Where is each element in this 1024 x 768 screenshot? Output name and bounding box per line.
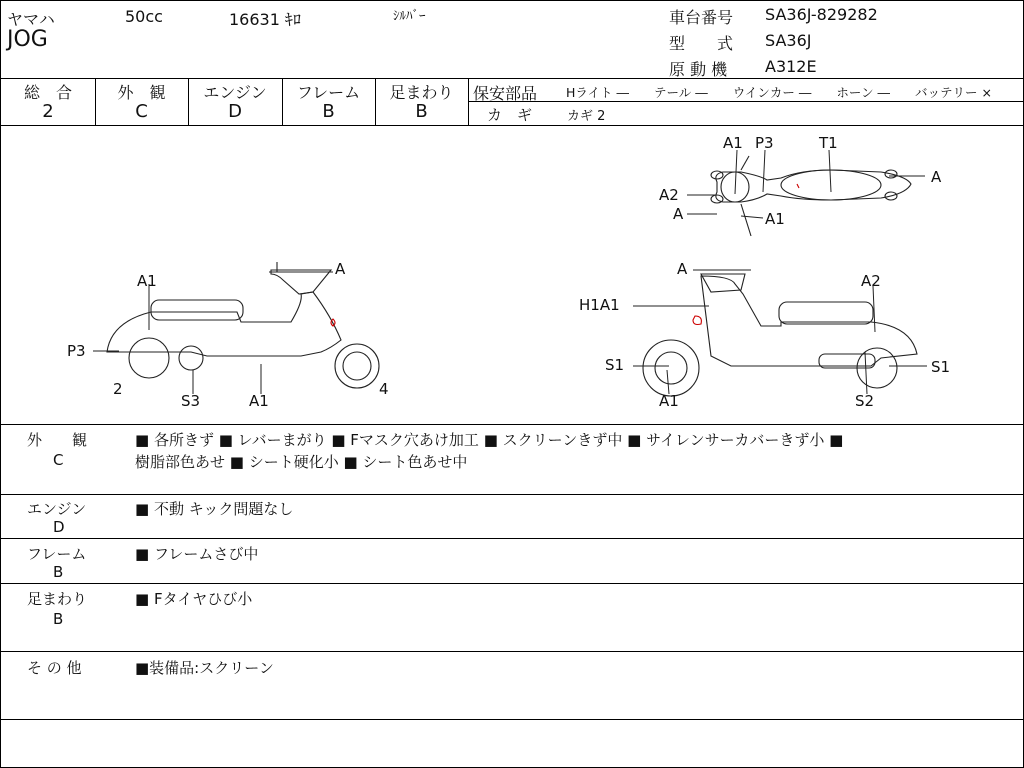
model-name: JOG — [7, 27, 48, 52]
label-a1: A1 — [249, 392, 269, 410]
label-a: A — [335, 260, 346, 278]
color: ｼﾙﾊﾞｰ — [393, 9, 426, 24]
label-s1: S1 — [931, 358, 951, 376]
safety-items: Hライト ― テール ― ウインカー ― ホーン ― バッテリー × — [566, 85, 992, 100]
label-a2: A2 — [861, 272, 881, 290]
label-p3: P3 — [755, 134, 774, 152]
grade-frame-value: B — [322, 101, 335, 122]
engine-label: 原 動 機 — [669, 60, 728, 79]
remark-frame-text: ■ フレームさび中 — [135, 545, 259, 563]
label-2: 2 — [113, 380, 123, 398]
type-label: 型 式 — [669, 34, 734, 53]
safety-label: 保安部品 — [473, 84, 538, 103]
divider — [1, 78, 1023, 79]
type-value: SA36J — [765, 31, 812, 50]
remark-frame-grade: B — [53, 563, 64, 581]
remark-frame-label: フレーム — [27, 545, 87, 563]
label-a1: A1 — [137, 272, 157, 290]
key-value: カギ 2 — [567, 109, 606, 124]
label-a: A — [673, 205, 684, 223]
grade-exterior-value: C — [135, 101, 148, 122]
label-a2: A2 — [659, 186, 679, 204]
grade-engine-value: D — [228, 101, 242, 122]
frame-no-label: 車台番号 — [669, 8, 734, 27]
label-4: 4 — [379, 380, 389, 398]
grade-suspension-value: B — [415, 101, 428, 122]
label-h1a1: H1A1 — [579, 296, 620, 314]
label-t1: T1 — [819, 134, 838, 152]
label-p3: P3 — [67, 342, 86, 360]
label-s1: S1 — [605, 356, 625, 374]
label-a1: A1 — [659, 392, 679, 410]
remark-suspension-label: 足まわり — [27, 590, 88, 608]
divider — [1, 538, 1023, 539]
grade-overall-value: 2 — [42, 101, 54, 122]
remark-exterior-grade: C — [53, 451, 64, 469]
label-a: A — [931, 168, 942, 186]
remark-exterior-text-2: 樹脂部色あせ ■ シート硬化小 ■ シート色あせ中 — [135, 453, 468, 471]
remark-exterior-label: 外 観 — [27, 431, 88, 449]
remark-engine-text: ■ 不動 キック問題なし — [135, 500, 294, 518]
grade-overall-label: 総 合 — [23, 83, 72, 102]
label-a1: A1 — [765, 210, 785, 228]
label-s3: S3 — [181, 392, 201, 410]
label-a1: A1 — [723, 134, 743, 152]
engine-value: A312E — [765, 57, 817, 76]
displacement: 50cc — [125, 7, 163, 26]
remark-other-text: ■装備品:スクリーン — [135, 659, 274, 677]
divider — [469, 101, 1023, 102]
divider — [1, 494, 1023, 495]
remark-engine-label: エンジン — [27, 500, 87, 518]
label-a: A — [677, 260, 688, 278]
divider — [468, 78, 469, 125]
remark-suspension-grade: B — [53, 610, 64, 628]
label-s2: S2 — [855, 392, 875, 410]
grade-suspension-label: 足まわり — [389, 83, 454, 102]
right-view-scooter — [643, 274, 917, 396]
top-view-scooter — [711, 156, 911, 236]
remark-engine-grade: D — [53, 518, 65, 536]
divider — [1, 719, 1023, 720]
key-label: カ ギ — [487, 106, 533, 124]
divider — [1, 651, 1023, 652]
grade-frame-label: フレーム — [296, 83, 361, 102]
divider — [1, 583, 1023, 584]
mileage: 16631 ｷﾛ — [229, 10, 301, 29]
frame-no: SA36J-829282 — [765, 5, 878, 24]
maker: ヤマハ — [7, 10, 55, 29]
grade-engine-label: エンジン — [203, 83, 267, 102]
scooter-diagram — [1, 126, 1023, 424]
remark-other-label: そ の 他 — [27, 659, 82, 677]
remark-exterior-text: ■ 各所きず ■ レバーまがり ■ Fマスク穴あけ加工 ■ スクリーンきず中 ■ サイレンサーカバーきず小 ■ — [135, 431, 844, 449]
divider — [1, 424, 1023, 425]
remark-suspension-text: ■ Fタイヤひび小 — [135, 590, 253, 608]
grade-exterior-label: 外 観 — [117, 83, 166, 102]
